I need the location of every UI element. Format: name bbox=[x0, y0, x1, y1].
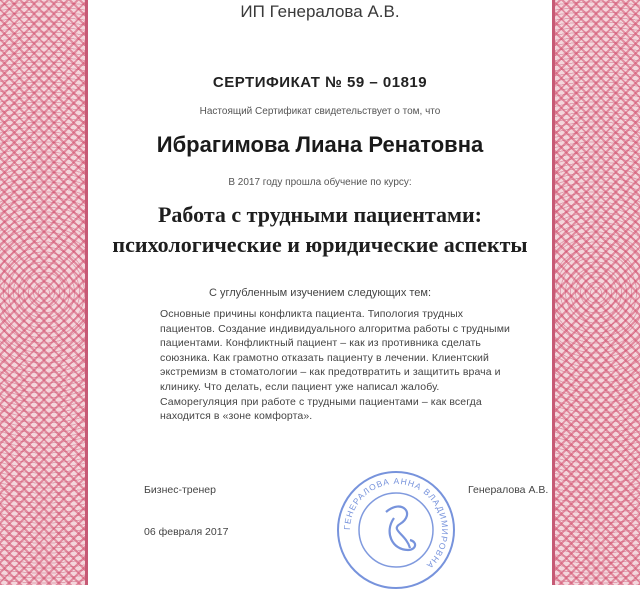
svg-text:ГЕНЕРАЛОВА АННА ВЛАДИМИРОВНА bbox=[342, 476, 450, 571]
course-title bbox=[88, 200, 552, 260]
topics-paragraph: Основные причины конфликта пациента. Типология трудных пациентов. Создание индивидуального алгоритма работы с трудными пациентами. Конфликтный пациент – как из противника сделать союзника. Как грамотно отказать пациенту в лечении. Клиентский экстремизм в стоматологии – как предотвратить и защитить врача и клинику. Что делать, если пациент уже написал жалобу. Саморегуляция при работе с трудными пациентами – как всегда находится в «зоне комфорта». bbox=[160, 308, 510, 423]
certificate-body bbox=[88, 0, 552, 585]
issuer-header: ИП Генералова А.В. bbox=[240, 2, 400, 21]
course-title-line1: Работа с трудными пациентами: bbox=[157, 202, 482, 227]
certifies-line: Настоящий Сертификат свидетельствует о том, что bbox=[199, 106, 441, 117]
certificate-number: СЕРТИФИКАТ № 59 – 01819 bbox=[212, 74, 428, 91]
decorative-border-right bbox=[552, 0, 640, 585]
recipient-name: Ибрагимова Лиана Ренатовна bbox=[156, 132, 484, 157]
seal-stamp bbox=[334, 468, 458, 592]
stamp-monogram-icon bbox=[386, 507, 415, 550]
stamp-ring-text: ГЕНЕРАЛОВА АННА ВЛАДИМИРОВНА bbox=[341, 475, 451, 572]
course-intro-line: В 2017 году прошла обучение по курсу: bbox=[228, 177, 412, 188]
topics-heading: С углубленным изучением следующих тем: bbox=[208, 287, 432, 299]
signature-name: Генералова А.В. bbox=[468, 484, 549, 496]
decorative-border-left bbox=[0, 0, 88, 585]
issue-date: 06 февраля 2017 bbox=[144, 526, 229, 538]
course-title-line2: психологические и юридические аспекты bbox=[112, 232, 528, 257]
signature-role: Бизнес-тренер bbox=[144, 484, 216, 496]
